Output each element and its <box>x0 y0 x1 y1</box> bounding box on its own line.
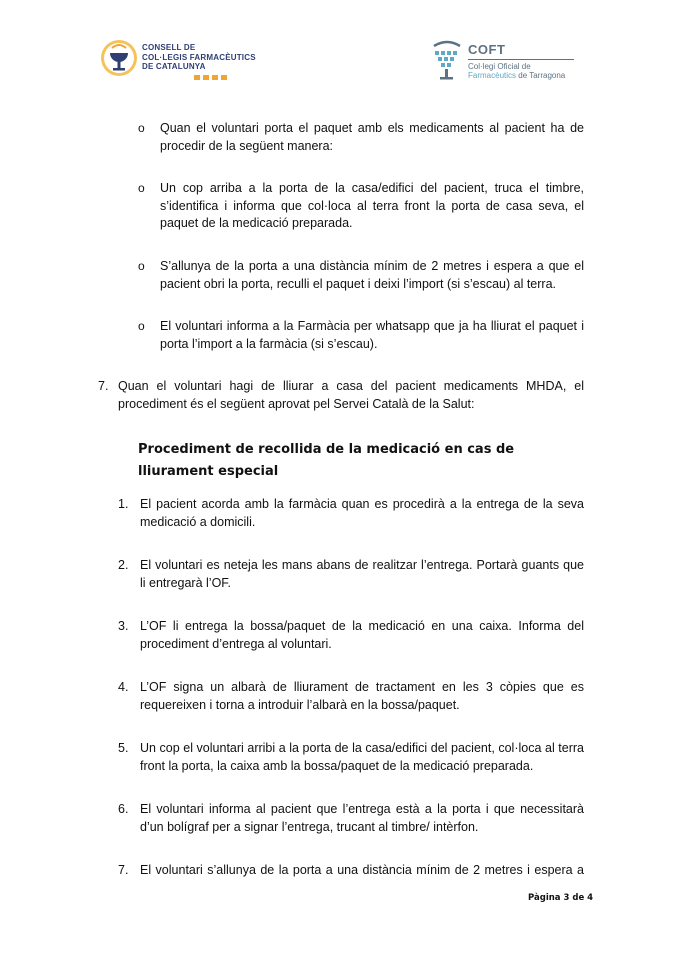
bullet-marker: o <box>138 319 145 333</box>
coft-subtitle-1: Col·legi Oficial de <box>468 62 531 71</box>
step-number: 6. <box>118 802 129 816</box>
step-text: L’OF signa un albarà de lliurament de tractament en les 3 còpies que es requereixen i torna a introduir l’albarà en la bossa/paquet. <box>140 680 584 712</box>
step-text: Un cop el voluntari arribi a la porta de la casa/edifici del pacient, col·loca al terra front la porta, la caixa amb la bossa/paquet de la medicació preparada. <box>140 741 584 773</box>
list-item-text: Quan el voluntari hagi de lliurar a casa del pacient medicaments MHDA, el procediment és el següent aprovat pel Servei Català de la Salut: <box>118 379 584 411</box>
ccfc-line2: COL·LEGIS FARMACÈUTICS <box>142 52 256 62</box>
step-number: 5. <box>118 741 129 755</box>
coft-name: COFT <box>468 42 506 57</box>
step-number: 2. <box>118 558 129 572</box>
step-number: 7. <box>118 863 129 877</box>
ccfc-line3: DE CATALUNYA <box>142 62 206 71</box>
step-text: El pacient acorda amb la farmàcia quan es procedirà a la entrega de la seva medicació a domicili. <box>140 497 584 529</box>
step-text: El voluntari es neteja les mans abans de realitzar l’entrega. Portarà guants que li entregarà l’OF. <box>140 558 584 590</box>
step-text: El voluntari informa al pacient que l’entrega està a la porta i que necessitarà d’un bolígraf per a signar l’entrega, trucant al timbre/ intèrfon. <box>140 802 584 834</box>
coft-subtitle-2 <box>468 71 565 80</box>
list-number: 7. <box>98 379 109 393</box>
page-number: Pàgina 3 de 4 <box>528 893 594 903</box>
step-number: 4. <box>118 680 129 694</box>
bullet-text: El voluntari informa a la Farmàcia per whatsapp que ja ha lliurat el paquet i porta l’import a la farmàcia (si s’escau). <box>160 319 584 351</box>
step-text: L’OF li entrega la bossa/paquet de la medicació en una caixa. Informa del procediment d’entrega al voluntari. <box>140 619 584 651</box>
bullet-text: Quan el voluntari porta el paquet amb els medicaments al pacient ha de procedir de la següent manera: <box>160 121 584 153</box>
bullet-marker: o <box>138 181 145 195</box>
ccfc-line1: CONSELL DE <box>142 43 196 52</box>
step-number: 1. <box>118 497 129 511</box>
coft-divider <box>468 59 574 60</box>
bullet-text: Un cop arriba a la porta de la casa/edifici del pacient, truca el timbre, s’identifica i informa que col·loca al terra front la porta de casa seva, el paquet de la medicació preparada. <box>160 181 584 230</box>
step-number: 3. <box>118 619 129 633</box>
bullet-text: S’allunya de la porta a una distància mínim de 2 metres i espera a que el pacient obri la porta, reculli el paquet i deixi l’import (si s’escau) al terra. <box>160 259 584 291</box>
section-heading: Procediment de recollida de la medicació en cas de lliurament especial <box>138 442 515 479</box>
coft-logo <box>430 38 590 84</box>
step-text: El voluntari s’allunya de la porta a una distància mínim de 2 metres i espera a <box>140 863 584 877</box>
pharmacy-cup-grid-icon <box>430 38 464 84</box>
coft-subtitle-highlight: Farmacèutics <box>468 71 517 80</box>
ccfc-accent-dots <box>194 67 230 85</box>
ccfc-logo <box>100 38 260 82</box>
pharmacy-cup-icon <box>100 38 138 78</box>
coft-subtitle-rest: de Tarragona <box>516 71 566 80</box>
bullet-marker: o <box>138 121 145 135</box>
bullet-marker: o <box>138 259 145 273</box>
